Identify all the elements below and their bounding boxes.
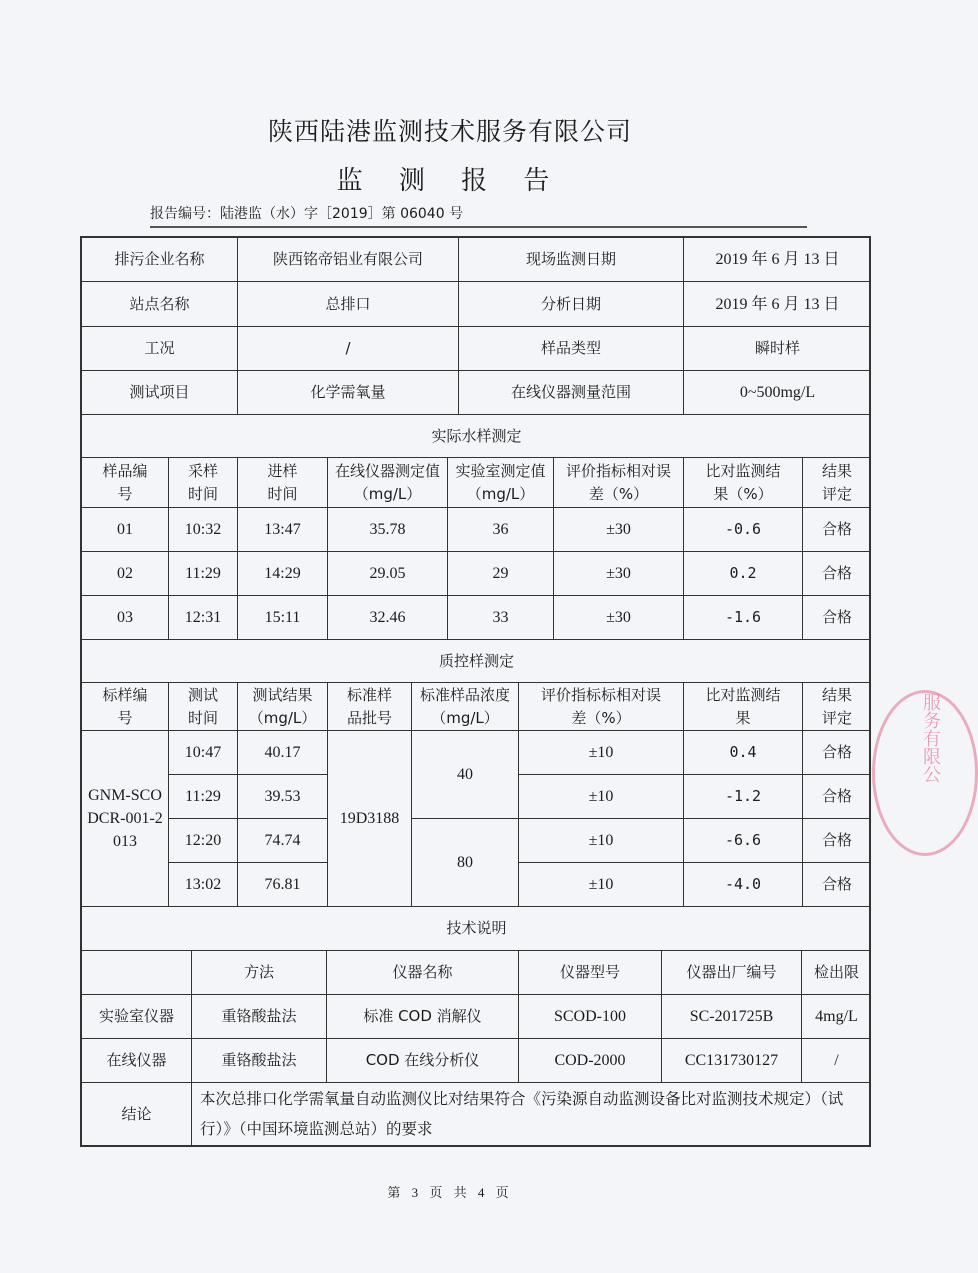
column-header: 比对监测结果（%） xyxy=(684,458,803,508)
qc-batch: 19D3188 xyxy=(328,731,412,907)
column-header: 仪器名称 xyxy=(327,951,519,995)
info-value: 总排口 xyxy=(238,282,459,327)
column-header: 进样时间 xyxy=(238,458,328,508)
column-header: 在线仪器测定值（mg/L） xyxy=(328,458,448,508)
sample-id: 02 xyxy=(82,552,169,596)
lab-value: 36 xyxy=(448,508,554,552)
qc-result: 74.74 xyxy=(238,819,328,863)
info-value: 2019 年 6 月 13 日 xyxy=(684,238,871,282)
method: 重铬酸盐法 xyxy=(192,995,327,1039)
column-header: 方法 xyxy=(192,951,327,995)
compare-result: 0.2 xyxy=(684,552,803,596)
column-header: 采样时间 xyxy=(169,458,238,508)
instrument-model: COD-2000 xyxy=(519,1039,662,1083)
sample-id: 01 xyxy=(82,508,169,552)
report-table xyxy=(80,236,871,1147)
instrument-name: 标准 COD 消解仪 xyxy=(327,995,519,1039)
company-seal-stamp: 服务有限公 xyxy=(872,690,978,856)
qc-concentration: 40 xyxy=(412,731,519,819)
column-header: 结果评定 xyxy=(803,458,871,508)
injection-time: 15:11 xyxy=(238,596,328,640)
section-title-tech: 技术说明 xyxy=(82,907,871,951)
online-value: 29.05 xyxy=(328,552,448,596)
section-title-qc: 质控样测定 xyxy=(82,640,871,683)
instrument-type: 在线仪器 xyxy=(82,1039,192,1083)
instrument-name: COD 在线分析仪 xyxy=(327,1039,519,1083)
column-header: 测试结果（mg/L） xyxy=(238,683,328,731)
info-label: 工况 xyxy=(82,327,238,371)
sample-time: 11:29 xyxy=(169,552,238,596)
verdict: 合格 xyxy=(803,596,871,640)
qc-error: ±10 xyxy=(519,863,684,907)
info-label: 现场监测日期 xyxy=(459,238,684,282)
qc-result: 39.53 xyxy=(238,775,328,819)
info-value: 化学需氧量 xyxy=(238,371,459,415)
column-header: 标样编号 xyxy=(82,683,169,731)
info-label: 在线仪器测量范围 xyxy=(459,371,684,415)
method: 重铬酸盐法 xyxy=(192,1039,327,1083)
error-limit: ±30 xyxy=(554,508,684,552)
info-value: / xyxy=(238,327,459,371)
info-label: 排污企业名称 xyxy=(82,238,238,282)
qc-concentration: 80 xyxy=(412,819,519,907)
column-header: 检出限 xyxy=(802,951,871,995)
page-number: 第 3 页 共 4 页 xyxy=(387,1185,513,1200)
instrument-serial: CC131730127 xyxy=(662,1039,802,1083)
qc-verdict: 合格 xyxy=(803,863,871,907)
column-header: 标准样品浓度（mg/L） xyxy=(412,683,519,731)
report-number: 报告编号：陆港监（水）字［2019］第 06040 号 xyxy=(150,206,464,222)
instrument-type: 实验室仪器 xyxy=(82,995,192,1039)
info-value: 2019 年 6 月 13 日 xyxy=(684,282,871,327)
qc-result: 40.17 xyxy=(238,731,328,775)
column-header: 样品编号 xyxy=(82,458,169,508)
info-value: 瞬时样 xyxy=(684,327,871,371)
error-limit: ±30 xyxy=(554,552,684,596)
qc-result: 76.81 xyxy=(238,863,328,907)
header-divider xyxy=(150,226,807,228)
qc-time: 11:29 xyxy=(169,775,238,819)
sample-time: 12:31 xyxy=(169,596,238,640)
company-name: 陕西陆港监测技术服务有限公司 xyxy=(267,117,632,146)
column-header: 评价指标标相对误差（%） xyxy=(519,683,684,731)
injection-time: 14:29 xyxy=(238,552,328,596)
qc-error: ±10 xyxy=(519,731,684,775)
column-header: 比对监测结果 xyxy=(684,683,803,731)
column-header xyxy=(82,951,192,995)
column-header: 结果评定 xyxy=(803,683,871,731)
error-limit: ±30 xyxy=(554,596,684,640)
conclusion-label: 结论 xyxy=(82,1083,192,1145)
verdict: 合格 xyxy=(803,552,871,596)
qc-compare: -4.0 xyxy=(684,863,803,907)
column-header: 仪器出厂编号 xyxy=(662,951,802,995)
qc-error: ±10 xyxy=(519,819,684,863)
column-header: 仪器型号 xyxy=(519,951,662,995)
column-header: 标准样品批号 xyxy=(328,683,412,731)
qc-compare: -6.6 xyxy=(684,819,803,863)
qc-time: 13:02 xyxy=(169,863,238,907)
injection-time: 13:47 xyxy=(238,508,328,552)
lab-value: 29 xyxy=(448,552,554,596)
info-value: 陕西铭帝铝业有限公司 xyxy=(238,238,459,282)
column-header: 测试时间 xyxy=(169,683,238,731)
verdict: 合格 xyxy=(803,508,871,552)
instrument-serial: SC-201725B xyxy=(662,995,802,1039)
conclusion-text: 本次总排口化学需氧量自动监测仪比对结果符合《污染源自动监测设备比对监测技术规定）（试行）》（中国环境监测总站）的要求 xyxy=(200,1090,844,1138)
column-header: 评价指标相对误差（%） xyxy=(554,458,684,508)
info-label: 样品类型 xyxy=(459,327,684,371)
compare-result: -0.6 xyxy=(684,508,803,552)
qc-time: 12:20 xyxy=(169,819,238,863)
report-title: 监 测 报 告 xyxy=(336,166,564,196)
qc-sample-id: GNM-SCODCR-001-2013 xyxy=(82,731,169,907)
qc-verdict: 合格 xyxy=(803,731,871,775)
qc-compare: -1.2 xyxy=(684,775,803,819)
sample-id: 03 xyxy=(82,596,169,640)
info-label: 分析日期 xyxy=(459,282,684,327)
info-value: 0~500mg/L xyxy=(684,371,871,415)
online-value: 32.46 xyxy=(328,596,448,640)
detection-limit: 4mg/L xyxy=(802,995,871,1039)
section-title-actual: 实际水样测定 xyxy=(82,415,871,458)
qc-compare: 0.4 xyxy=(684,731,803,775)
instrument-model: SCOD-100 xyxy=(519,995,662,1039)
online-value: 35.78 xyxy=(328,508,448,552)
qc-time: 10:47 xyxy=(169,731,238,775)
column-header: 实验室测定值（mg/L） xyxy=(448,458,554,508)
sample-time: 10:32 xyxy=(169,508,238,552)
detection-limit: / xyxy=(802,1039,871,1083)
compare-result: -1.6 xyxy=(684,596,803,640)
qc-error: ±10 xyxy=(519,775,684,819)
lab-value: 33 xyxy=(448,596,554,640)
qc-verdict: 合格 xyxy=(803,819,871,863)
qc-verdict: 合格 xyxy=(803,775,871,819)
info-label: 站点名称 xyxy=(82,282,238,327)
info-label: 测试项目 xyxy=(82,371,238,415)
